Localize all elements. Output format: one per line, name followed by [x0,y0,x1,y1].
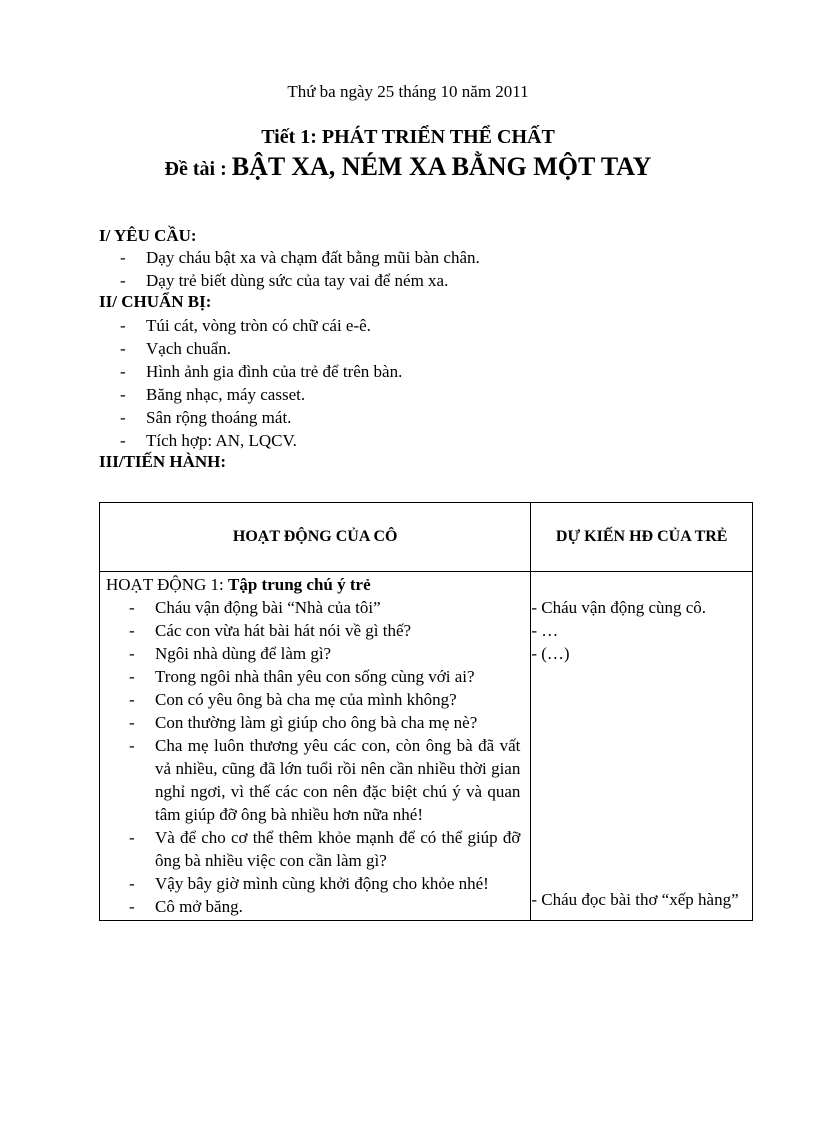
child-activity-cell [531,572,753,921]
list-item: - Cháu vận động bài “Nhà của tôi” [129,598,381,617]
list-item: - Cô mở băng. [129,897,243,916]
lesson-title: Tiết 1: PHÁT TRIỂN THỂ CHẤT [261,126,555,148]
list-item: - Ngôi nhà dùng để làm gì? [129,644,332,663]
list-item: - Con thường làm gì giúp cho ông bà cha mẹ nè? [129,713,478,732]
teacher-column-header: HOẠT ĐỘNG CỦA CÔ [100,503,531,572]
teacher-activity-list [100,596,530,920]
list-item: - Vạch chuẩn. [120,339,231,358]
table-row [100,572,753,921]
list-item: - Vậy bây giờ mình cùng khởi động cho khỏe nhé! [129,874,489,893]
list-item: - Trong ngôi nhà thân yêu con sống cùng với ai? [129,667,475,686]
child-item: - (…) [531,644,570,663]
date-line: Thứ ba ngày 25 tháng 10 năm 2011 [287,82,529,101]
section-preparation-title: II/ CHUẨN BỊ: [99,292,212,311]
topic-heading [0,152,816,182]
activity-title: HOẠT ĐỘNG 1: Tập trung chú ý trẻ [106,575,371,594]
section-procedure-title: III/TIẾN HÀNH: [99,452,227,471]
list-item: - Dạy trẻ biết dùng sức của tay vai để ném xa. [120,271,449,290]
child-column-header: DỰ KIẾN HĐ CỦA TRẺ [531,503,753,572]
list-item: - Hình ảnh gia đình của trẻ để trên bàn. [120,362,403,381]
list-item: - Con có yêu ông bà cha mẹ của mình không? [129,690,457,709]
preparation-list [120,314,402,452]
child-item: - Cháu đọc bài thơ “xếp hàng” [531,890,739,909]
list-item: - Các con vừa hát bài hát nói về gì thế? [129,621,412,640]
topic-title: BẬT XA, NÉM XA BẰNG MỘT TAY [231,152,652,181]
activity-table [99,502,753,921]
child-item: - … [531,621,559,640]
list-item: - Dạy cháu bật xa và chạm đất bằng mũi bàn chân. [120,248,480,267]
list-item: - Và để cho cơ thể thêm khỏe mạnh để có thể giúp đỡ ông bà nhiều việc con cần làm gì? [129,828,521,870]
child-item: - Cháu vận động cùng cô. [531,598,707,617]
teacher-activity-cell [100,572,531,921]
table-header-row [100,503,753,572]
list-item: - Sân rộng thoáng mát. [120,408,292,427]
topic-label: Đề tài : [164,158,232,180]
requirements-list [120,246,480,292]
section-requirements-title: I/ YÊU CẦU: [99,226,197,245]
list-item: - Cha mẹ luôn thương yêu các con, còn ông bà đã vất vả nhiều, cũng đã lớn tuổi rồi nên cần nhiều thời gian nghỉ ngơi, vì thế các con nên đặc biệt chú ý và quan tâm giúp đỡ ông bà nhiều hơn nữa nhé! [129,736,521,824]
list-item: - Túi cát, vòng tròn có chữ cái e-ê. [120,316,371,335]
list-item: - Tích hợp: AN, LQCV. [120,431,297,450]
list-item: - Băng nhạc, máy casset. [120,385,306,404]
